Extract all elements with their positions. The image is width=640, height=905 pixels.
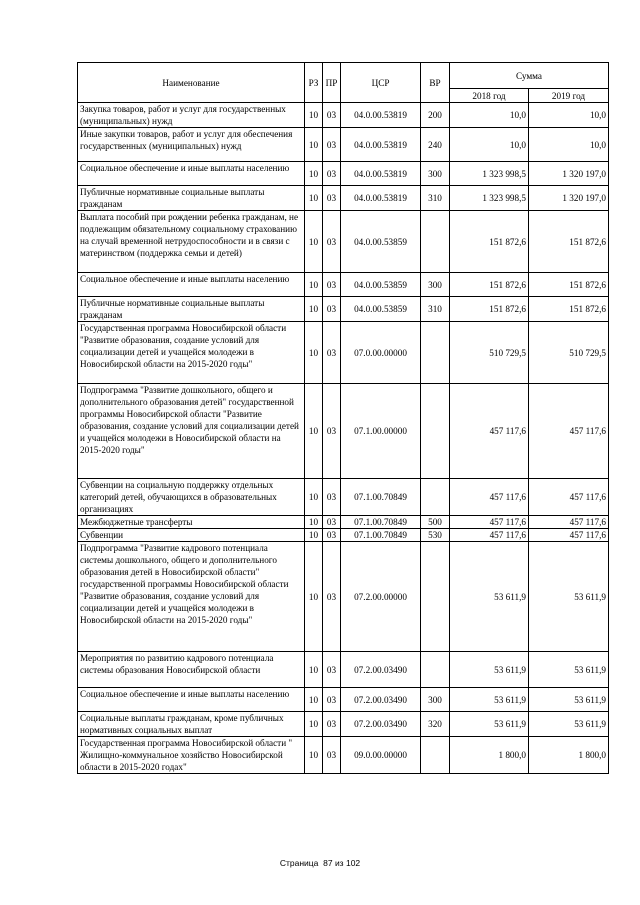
page-label: Страница: [279, 858, 319, 868]
cell-rz: 10: [305, 273, 323, 297]
cell-sum-2018: 1 800,0: [450, 737, 529, 774]
cell-sum-2018: 151 872,6: [450, 211, 529, 273]
table-row: [78, 297, 609, 322]
cell-pr: 03: [323, 737, 341, 774]
page-total: 102: [345, 858, 361, 868]
cell-pr: 03: [323, 688, 341, 712]
cell-sum-2019: 151 872,6: [529, 211, 609, 273]
cell-name: Социальное обеспечение и иные выплаты населению: [78, 273, 305, 297]
cell-rz: 10: [305, 211, 323, 273]
cell-vr: 310: [421, 297, 450, 322]
cell-sum-2019: 151 872,6: [529, 273, 609, 297]
cell-csr: 07.2.00.03490: [341, 712, 421, 737]
cell-vr: [421, 652, 450, 688]
cell-name: Межбюджетные трансферты: [78, 516, 305, 529]
cell-pr: 03: [323, 322, 341, 384]
cell-pr: 03: [323, 273, 341, 297]
cell-csr: 04.0.00.53859: [341, 273, 421, 297]
table-row: [78, 688, 609, 712]
cell-sum-2018: 457 117,6: [450, 384, 529, 479]
table-row: [78, 186, 609, 211]
cell-csr: 07.0.00.00000: [341, 322, 421, 384]
table-row: [78, 479, 609, 516]
cell-sum-2019: 53 611,9: [529, 542, 609, 652]
cell-sum-2018: 151 872,6: [450, 297, 529, 322]
cell-pr: 03: [323, 529, 341, 542]
cell-sum-2019: 10,0: [529, 128, 609, 162]
cell-sum-2019: 1 800,0: [529, 737, 609, 774]
cell-name: Мероприятия по развитию кадрового потенциала системы образования Новосибирской области: [78, 652, 305, 688]
cell-rz: 10: [305, 652, 323, 688]
cell-csr: 07.2.00.00000: [341, 542, 421, 652]
cell-rz: 10: [305, 516, 323, 529]
table-row: [78, 516, 609, 529]
cell-csr: 07.1.00.00000: [341, 384, 421, 479]
cell-pr: 03: [323, 103, 341, 128]
table-row: [78, 529, 609, 542]
cell-name: Публичные нормативные социальные выплаты гражданам: [78, 297, 305, 322]
cell-name: Государственная программа Новосибирской области " Жилищно-коммунальное хозяйство Новосибирской области в 2015-2020 годах": [78, 737, 305, 774]
cell-rz: 10: [305, 162, 323, 186]
cell-pr: 03: [323, 297, 341, 322]
header-sum: Сумма: [450, 63, 609, 89]
table-row: [78, 737, 609, 774]
cell-vr: 310: [421, 186, 450, 211]
cell-vr: [421, 542, 450, 652]
cell-name: Государственная программа Новосибирской области "Развитие образования, создание условий для социализации детей и учащейся молодежи в Новосибирской области на 2015-2020 годы": [78, 322, 305, 384]
cell-rz: 10: [305, 737, 323, 774]
table-row: [78, 103, 609, 128]
cell-csr: 09.0.00.00000: [341, 737, 421, 774]
cell-sum-2019: 10,0: [529, 103, 609, 128]
cell-sum-2018: 1 323 998,5: [450, 186, 529, 211]
table-row: [78, 128, 609, 162]
cell-rz: 10: [305, 712, 323, 737]
cell-sum-2019: 457 117,6: [529, 516, 609, 529]
cell-vr: 240: [421, 128, 450, 162]
cell-sum-2019: 457 117,6: [529, 384, 609, 479]
cell-csr: 07.1.00.70849: [341, 516, 421, 529]
cell-csr: 04.0.00.53819: [341, 103, 421, 128]
cell-csr: 07.2.00.03490: [341, 688, 421, 712]
cell-vr: [421, 211, 450, 273]
cell-rz: 10: [305, 529, 323, 542]
cell-vr: 300: [421, 688, 450, 712]
cell-sum-2018: 1 323 998,5: [450, 162, 529, 186]
header-csr: ЦСР: [341, 63, 421, 103]
cell-sum-2019: 151 872,6: [529, 297, 609, 322]
cell-name: Закупка товаров, работ и услуг для государственных (муниципальных) нужд: [78, 103, 305, 128]
cell-vr: 200: [421, 103, 450, 128]
cell-vr: 500: [421, 516, 450, 529]
cell-csr: 07.2.00.03490: [341, 652, 421, 688]
cell-csr: 04.0.00.53819: [341, 186, 421, 211]
cell-pr: 03: [323, 516, 341, 529]
cell-name: Социальные выплаты гражданам, кроме публичных нормативных социальных выплат: [78, 712, 305, 737]
cell-pr: 03: [323, 652, 341, 688]
header-name: Наименование: [78, 63, 305, 103]
cell-pr: 03: [323, 542, 341, 652]
cell-sum-2019: 1 320 197,0: [529, 186, 609, 211]
cell-vr: 300: [421, 162, 450, 186]
table-row: [78, 384, 609, 479]
cell-pr: 03: [323, 712, 341, 737]
cell-pr: 03: [323, 384, 341, 479]
cell-pr: 03: [323, 162, 341, 186]
cell-csr: 04.0.00.53819: [341, 162, 421, 186]
cell-name: Публичные нормативные социальные выплаты гражданам: [78, 186, 305, 211]
cell-csr: 04.0.00.53859: [341, 297, 421, 322]
cell-sum-2019: 53 611,9: [529, 652, 609, 688]
header-pr: ПР: [323, 63, 341, 103]
cell-vr: [421, 737, 450, 774]
cell-rz: 10: [305, 103, 323, 128]
cell-sum-2018: 53 611,9: [450, 542, 529, 652]
cell-sum-2018: 457 117,6: [450, 529, 529, 542]
cell-name: Субвенции на социальную поддержку отдельных категорий детей, обучающихся в образовательных организациях: [78, 479, 305, 516]
cell-pr: 03: [323, 128, 341, 162]
cell-csr: 04.0.00.53819: [341, 128, 421, 162]
cell-vr: 320: [421, 712, 450, 737]
cell-sum-2019: 1 320 197,0: [529, 162, 609, 186]
cell-csr: 07.1.00.70849: [341, 529, 421, 542]
cell-name: Социальное обеспечение и иные выплаты населению: [78, 162, 305, 186]
cell-vr: [421, 322, 450, 384]
cell-name: Субвенции: [78, 529, 305, 542]
cell-name: Выплата пособий при рождении ребенка гражданам, не подлежащим обязательному социальному страхованию на случай временной нетрудоспособности и в связи с материнством (поддержка семьи и детей): [78, 211, 305, 273]
cell-sum-2018: 151 872,6: [450, 273, 529, 297]
table-row: [78, 273, 609, 297]
cell-name: Подпрограмма "Развитие дошкольного, общего и дополнительного образования детей" государственной программы Новосибирской области "Развитие образования, создание условий для социализации детей и учащейся молодежи в Новосибирской области на 2015-2020 годы": [78, 384, 305, 479]
cell-sum-2018: 10,0: [450, 128, 529, 162]
cell-pr: 03: [323, 479, 341, 516]
page-footer: [0, 858, 640, 868]
cell-name: Подпрограмма "Развитие кадрового потенциала системы дошкольного, общего и дополнительного образования детей в Новосибирской области" государственной программы Новосибирской области "Развитие образования, создание условий для социализации детей и учащейся молодежи в Новосибирской области на 2015-2020 годы": [78, 542, 305, 652]
header-year-2019: 2019 год: [529, 89, 609, 103]
page-number: 87: [323, 858, 333, 868]
cell-sum-2019: 53 611,9: [529, 712, 609, 737]
cell-pr: 03: [323, 186, 341, 211]
cell-sum-2018: 53 611,9: [450, 688, 529, 712]
cell-rz: 10: [305, 479, 323, 516]
header-year-2018: 2018 год: [450, 89, 529, 103]
cell-sum-2018: 53 611,9: [450, 712, 529, 737]
table-row: [78, 211, 609, 273]
table-row: [78, 322, 609, 384]
cell-rz: 10: [305, 384, 323, 479]
header-vr: ВР: [421, 63, 450, 103]
cell-sum-2019: 457 117,6: [529, 479, 609, 516]
cell-sum-2019: 510 729,5: [529, 322, 609, 384]
budget-table: [77, 62, 609, 774]
cell-pr: 03: [323, 211, 341, 273]
header-rz: РЗ: [305, 63, 323, 103]
cell-sum-2019: 457 117,6: [529, 529, 609, 542]
cell-name: Иные закупки товаров, работ и услуг для обеспечения государственных (муниципальных) нужд: [78, 128, 305, 162]
cell-sum-2018: 10,0: [450, 103, 529, 128]
cell-vr: 300: [421, 273, 450, 297]
table-row: [78, 162, 609, 186]
cell-vr: 530: [421, 529, 450, 542]
table-row: [78, 652, 609, 688]
cell-sum-2018: 457 117,6: [450, 479, 529, 516]
cell-rz: 10: [305, 186, 323, 211]
cell-rz: 10: [305, 128, 323, 162]
page-of-label: из: [334, 858, 344, 868]
header-row: [78, 63, 609, 89]
table-row: [78, 542, 609, 652]
cell-csr: 04.0.00.53859: [341, 211, 421, 273]
cell-sum-2018: 510 729,5: [450, 322, 529, 384]
table-row: [78, 712, 609, 737]
cell-csr: 07.1.00.70849: [341, 479, 421, 516]
cell-rz: 10: [305, 542, 323, 652]
cell-vr: [421, 384, 450, 479]
cell-sum-2019: 53 611,9: [529, 688, 609, 712]
cell-vr: [421, 479, 450, 516]
cell-rz: 10: [305, 297, 323, 322]
cell-sum-2018: 53 611,9: [450, 652, 529, 688]
cell-rz: 10: [305, 322, 323, 384]
cell-name: Социальное обеспечение и иные выплаты населению: [78, 688, 305, 712]
cell-rz: 10: [305, 688, 323, 712]
cell-sum-2018: 457 117,6: [450, 516, 529, 529]
